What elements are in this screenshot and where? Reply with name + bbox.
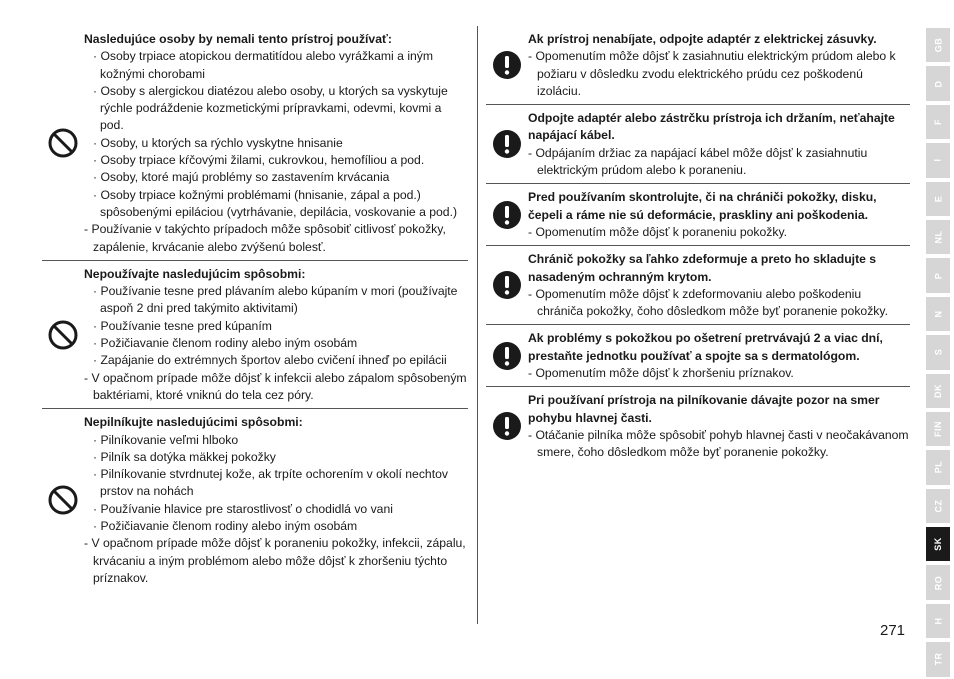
bullet-item: · Osoby s alergickou diatézou alebo osoby, u ktorých sa vyskytuje rýchle podráždenie kozmetickými prípravkami, odevmi, kovmi a pod. <box>93 83 448 133</box>
section-heading: Chránič pokožky sa ľahko zdeformuje a preto ho skladujte s nasadeným ochranným krytom. <box>528 252 877 284</box>
language-tab-d[interactable] <box>922 64 954 102</box>
bullet-item: · Osoby, u ktorých sa rýchlo vyskytne hnisanie <box>93 135 343 150</box>
tab-label: N <box>933 310 943 318</box>
language-tab-cz[interactable] <box>922 487 954 525</box>
bullet-item: · Pilník sa dotýka mäkkej pokožky <box>93 449 276 464</box>
tab-label: E <box>932 195 943 203</box>
tab-label: P <box>932 272 943 279</box>
mandatory-action-icon <box>486 184 528 245</box>
right-warning-section <box>486 184 910 246</box>
bullet-item: · Používanie tesne pred kúpaním <box>93 318 272 333</box>
left-warning-section <box>42 26 468 261</box>
tab-label: PL <box>932 461 943 474</box>
mandatory-action-icon <box>486 26 528 104</box>
tab-label: CZ <box>933 499 943 513</box>
tab-label: RO <box>933 575 943 590</box>
section-heading: Nepilníkujte nasledujúcimi spôsobmi: <box>84 415 303 430</box>
bullet-item: · Osoby trpiace kožnými problémami (hnisanie, zápal a pod.) spôsobenými epiláciou (vytrhávanie, depilácia, voskovanie a pod.) <box>93 187 458 219</box>
left-warning-section <box>42 409 468 591</box>
language-tab-ro[interactable] <box>922 563 954 601</box>
consequence-note: - Opomenutím môže dôjsť k zdeformovaniu alebo poškodeniu chrániča pokožky, čoho dôsledkom môže byť poranenie pokožky. <box>528 286 888 319</box>
section-heading: Nepoužívajte nasledujúcim spôsobmi: <box>84 266 306 281</box>
right-warning-section <box>486 105 910 184</box>
section-heading: Odpojte adaptér alebo zástrčku prístroja ich držaním, neťahajte napájací kábel. <box>528 111 895 143</box>
language-tab-i[interactable] <box>922 141 954 179</box>
right-column <box>486 26 910 466</box>
section-heading: Pred používaním skontrolujte, či na chrániči pokožky, disku, čepeli a ráme nie sú deformácie, praskliny ani poškodenia. <box>528 190 877 222</box>
right-warning-section <box>486 246 910 325</box>
section-heading: Ak prístroj nenabíjate, odpojte adaptér z elektrickej zásuvky. <box>528 32 877 46</box>
tab-label: S <box>932 349 943 356</box>
consequence-note: - Otáčanie pilníka môže spôsobiť pohyb hlavnej časti v neočakávanom smere, čoho dôsledkom môže byť poranenie pokožky. <box>528 427 909 460</box>
bullet-item: · Požičiavanie členom rodiny alebo iným osobám <box>93 519 358 534</box>
tab-label: SK <box>932 537 943 552</box>
language-tab-n[interactable] <box>922 295 954 333</box>
bullet-item: · Zapájanie do extrémnych športov alebo cvičení ihneď po epilácii <box>93 353 447 368</box>
bullet-item: · Osoby trpiace kŕčovými žilami, cukrovkou, hemofíliou a pod. <box>93 153 425 168</box>
bullet-item: · Používanie hlavice pre starostlivosť o chodidlá vo vani <box>93 501 393 516</box>
language-tab-tr[interactable] <box>922 640 954 678</box>
tab-label: DK <box>933 383 943 398</box>
right-warning-section <box>486 387 910 465</box>
prohibition-icon <box>42 26 84 260</box>
consequence-note: - V opačnom prípade môže dôjsť k infekcii alebo zápalom spôsobeným baktériami, ktoré vniknú do tela cez póry. <box>84 370 467 402</box>
mandatory-action-icon <box>486 387 528 465</box>
bullet-item: · Osoby, ktoré majú problémy so zastavením krvácania <box>93 170 390 185</box>
mandatory-action-icon <box>486 105 528 183</box>
language-tab-dk[interactable] <box>922 372 954 410</box>
tab-label: I <box>932 158 943 162</box>
tab-label: FIN <box>933 421 943 438</box>
section-heading: Ak problémy s pokožkou po ošetrení pretrvávajú 2 a viac dní, prestaňte jednotku používať a spojte sa s dermatológom. <box>528 331 883 363</box>
bullet-item: · Pilníkovanie veľmi hlboko <box>93 432 239 447</box>
language-tab-sk[interactable] <box>922 525 954 563</box>
consequence-note: - Odpájaním držiac za napájací kábel môže dôjsť k zasiahnutiu elektrickým prúdom alebo k poraneniu. <box>528 145 868 178</box>
right-warning-section <box>486 26 910 105</box>
left-warning-section <box>42 261 468 409</box>
tab-label: F <box>933 118 943 125</box>
mandatory-action-icon <box>486 246 528 324</box>
section-heading: Pri používaní prístroja na pilníkovanie dávajte pozor na smer pohybu hlavnej časti. <box>528 393 880 425</box>
language-tab-pl[interactable] <box>922 448 954 486</box>
prohibition-icon <box>42 409 84 591</box>
tab-label: NL <box>933 230 943 244</box>
language-tab-e[interactable] <box>922 180 954 218</box>
language-tab-f[interactable] <box>922 103 954 141</box>
left-column <box>42 26 468 591</box>
language-tab-fin[interactable] <box>922 410 954 448</box>
right-warning-section <box>486 325 910 387</box>
page-number: 271 <box>880 622 906 639</box>
consequence-note: - Opomenutím môže dôjsť k poraneniu pokožky. <box>528 224 788 239</box>
language-tab-s[interactable] <box>922 333 954 371</box>
tab-label: D <box>933 80 943 88</box>
language-tab-h[interactable] <box>922 602 954 640</box>
prohibition-icon <box>42 261 84 408</box>
language-tab-nl[interactable] <box>922 218 954 256</box>
consequence-note: - Opomenutím môže dôjsť k zhoršeniu príznakov. <box>528 366 794 381</box>
consequence-note: - Používanie v takýchto prípadoch môže spôsobiť citlivosť pokožky, zapálenie, krvácanie alebo zvýšenú bolesť. <box>84 222 446 254</box>
bullet-item: · Požičiavanie členom rodiny alebo iným osobám <box>93 336 358 351</box>
consequence-note: - Opomenutím môže dôjsť k zasiahnutiu elektrickým prúdom alebo k požiaru v dôsledku zvodu elektrického prúdu cez poškodenú izoláciu. <box>528 49 896 98</box>
bullet-item: · Pilníkovanie stvrdnutej kože, ak trpíte ochorením v okolí nechtov prstov na nohách <box>93 467 448 499</box>
bullet-item: · Osoby trpiace atopickou dermatitídou alebo vyrážkami a iným kožnými chorobami <box>93 49 434 81</box>
language-tab-gb[interactable] <box>922 26 954 64</box>
consequence-note: - V opačnom prípade môže dôjsť k poraneniu pokožky, infekcii, zápalu, krvácaniu a iným problémom alebo môže dôjsť k zhoršeniu týchto príznakov. <box>84 536 466 585</box>
tab-label: H <box>933 617 943 625</box>
section-heading: Nasledujúce osoby by nemali tento prístroj používať: <box>84 32 392 46</box>
tab-label: GB <box>933 37 943 53</box>
mandatory-action-icon <box>486 325 528 386</box>
column-divider <box>477 26 478 624</box>
language-tab-p[interactable] <box>922 256 954 294</box>
tab-label: TR <box>933 652 943 666</box>
bullet-item: · Používanie tesne pred plávaním alebo kúpaním v mori (používajte aspoň 2 dni pred takýmito aktivitami) <box>93 284 458 316</box>
language-tabs <box>922 26 954 679</box>
